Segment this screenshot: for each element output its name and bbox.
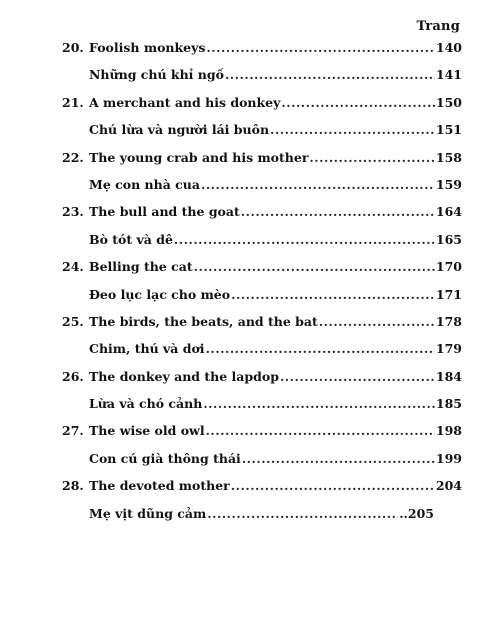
entry-page: 151 (435, 122, 462, 138)
entry-title: Bò tót và dê (89, 231, 173, 247)
entry-page: 198 (435, 423, 462, 439)
entry-title: A merchant and his donkey (89, 94, 281, 110)
entry-title: Chim, thú và dơi (89, 341, 205, 357)
dot-leader (231, 478, 435, 493)
entry-page: 179 (435, 341, 462, 357)
entry-number: 20. (62, 40, 84, 55)
toc-entry (62, 150, 462, 177)
entry-page: ..205 (399, 505, 434, 521)
entry-title: The bull and the goat (89, 204, 240, 220)
entry-number: 25. (62, 313, 84, 329)
dot-leader (201, 177, 435, 192)
entry-title: Những chú khỉ ngố (89, 67, 224, 83)
entry-number: 23. (62, 204, 84, 220)
entry-number: 26. (62, 368, 84, 384)
dot-leader (206, 423, 435, 438)
entry-page: 158 (435, 149, 462, 165)
page-column-header: Trang (416, 19, 460, 34)
toc-entry (62, 478, 462, 505)
toc-entry (62, 204, 462, 231)
entry-page: 178 (435, 313, 462, 329)
entry-title: Con cú già thông thái (89, 450, 241, 466)
entry-title: Đeo lục lạc cho mèo (89, 286, 231, 302)
dot-leader (194, 259, 435, 274)
entry-number: 27. (62, 423, 84, 439)
dot-leader (319, 314, 435, 329)
toc-entry (62, 40, 462, 67)
dot-leader (242, 451, 435, 466)
toc-entry (62, 423, 462, 450)
toc-entry (62, 259, 462, 286)
toc-entry (62, 314, 462, 341)
entry-page: 171 (435, 286, 462, 302)
entry-number: 24. (62, 259, 84, 275)
entry-title: Chú lừa và người lái buôn (89, 122, 270, 138)
toc-entry (62, 67, 462, 94)
dot-leader (281, 95, 435, 110)
toc-entry (62, 506, 434, 533)
table-of-contents (62, 40, 462, 533)
dot-leader (280, 369, 435, 384)
entry-title: The young crab and his mother (89, 149, 309, 165)
entry-page: 140 (435, 40, 462, 55)
entry-title: Mẹ vịt dũng cảm (89, 505, 207, 521)
dot-leader (203, 396, 435, 411)
dot-leader (231, 287, 435, 302)
entry-number: 22. (62, 149, 84, 165)
toc-entry (62, 369, 462, 396)
dot-leader (174, 232, 435, 247)
entry-number: 28. (62, 478, 84, 494)
entry-page: 165 (435, 231, 462, 247)
dot-leader (270, 122, 435, 137)
entry-title: Lừa và chó cảnh (89, 396, 203, 412)
entry-page: 170 (435, 259, 462, 275)
toc-entry (62, 396, 462, 423)
toc-entry (62, 95, 462, 122)
dot-leader (225, 67, 435, 82)
entry-page: 204 (435, 478, 462, 494)
entry-page: 150 (435, 94, 462, 110)
entry-title: The wise old owl (89, 423, 205, 439)
entry-title: The birds, the beats, and the bat (89, 313, 318, 329)
dot-leader (206, 341, 435, 356)
entry-page: 199 (435, 450, 462, 466)
entry-title: Mẹ con nhà cua (89, 176, 200, 192)
toc-entry (62, 122, 462, 149)
entry-title: Foolish monkeys (89, 40, 206, 55)
toc-entry (62, 287, 462, 314)
entry-page: 141 (435, 67, 462, 83)
toc-entry (62, 341, 462, 368)
entry-page: 164 (435, 204, 462, 220)
entry-page: 184 (435, 368, 462, 384)
entry-page: 185 (435, 396, 462, 412)
entry-number: 21. (62, 94, 84, 110)
toc-entry (62, 232, 462, 259)
dot-leader (309, 150, 434, 165)
entry-title: The donkey and the lapdop (89, 368, 279, 384)
dot-leader (207, 506, 398, 521)
dot-leader (206, 40, 435, 55)
toc-entry (62, 451, 462, 478)
dot-leader (241, 204, 435, 219)
entry-page: 159 (435, 176, 462, 192)
entry-title: Belling the cat (89, 259, 193, 275)
entry-title: The devoted mother (89, 478, 230, 494)
toc-entry (62, 177, 462, 204)
